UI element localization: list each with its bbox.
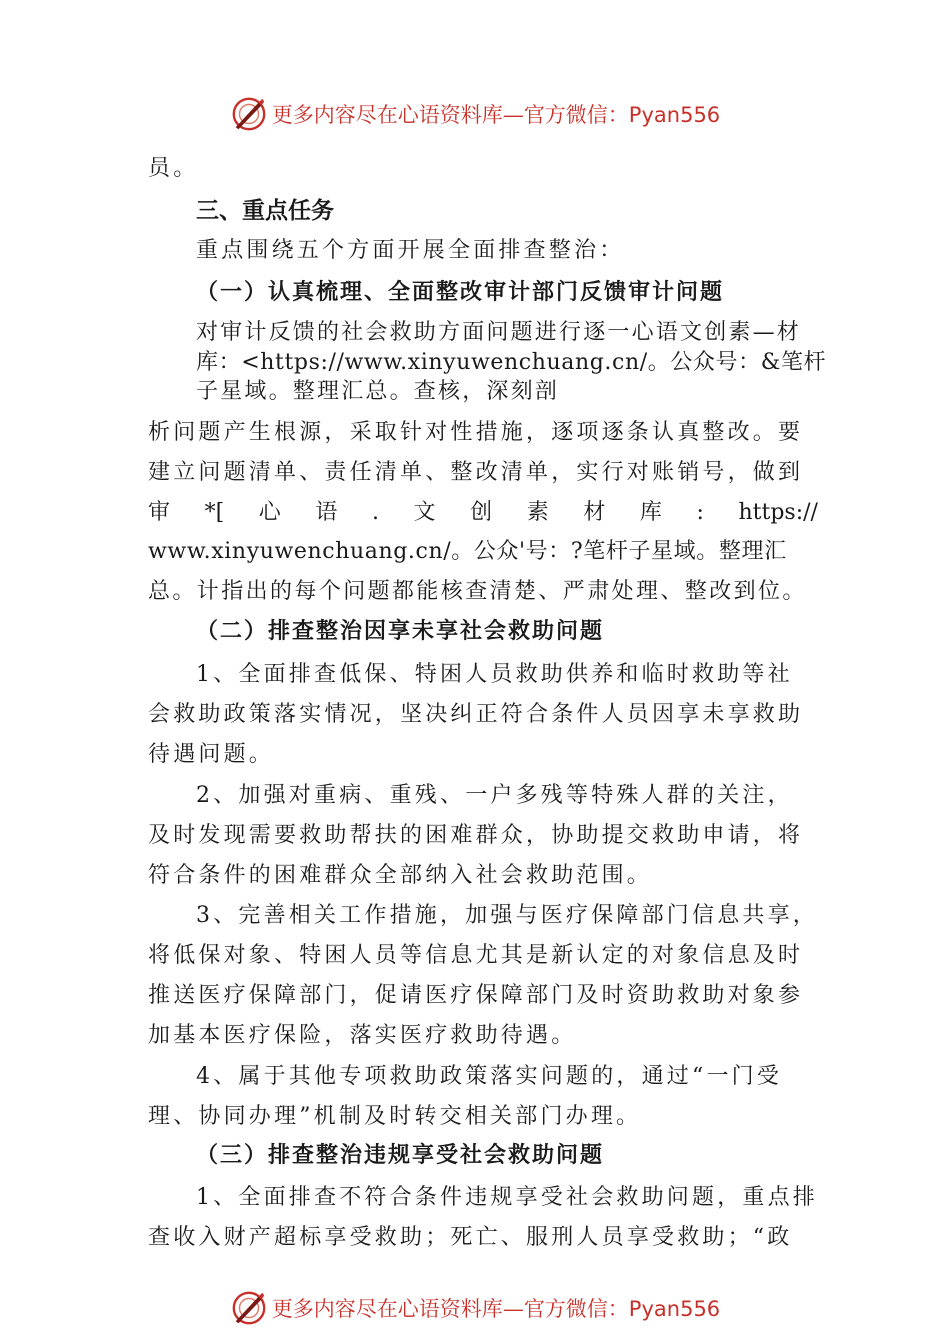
text-line: 总。计指出的每个问题都能核查清楚、严肃处理、整改到位。 [148,579,807,604]
text-line: 1、全面排查低保、特困人员救助供养和临时救助等社 [196,662,793,687]
text-line: 建立问题清单、责任清单、整改清单，实行对账销号，做到 [148,460,804,485]
pen-logo-icon [230,1289,268,1327]
text-fragment: 审 [148,500,171,525]
text-line: 会救助政策落实情况，坚决纠正符合条件人员因享未享救助 [148,702,804,727]
text-line: 员。 [148,156,199,181]
subsection-heading: （三）排查整治违规享受社会救助问题 [196,1143,605,1168]
text-line: 对审计反馈的社会救助方面问题进行逐一心语文创素—材 [196,320,802,345]
section-heading: 三、重点任务 [196,198,334,224]
watermark-text [272,99,720,129]
text-line: 析问题产生根源，采取针对性措施，逐项逐条认真整改。要 [148,420,804,445]
watermark-title: 更多内容尽在心语资料库 [271,1297,503,1321]
text-fragment: *[ [204,500,225,525]
text-line: 子星域。整理汇总。查核，深刻剖 [196,379,560,404]
text-fragment: 创 [470,500,493,525]
text-line: 库：<https://www.xinyuwenchuang.cn/。公众号：&笔杆 [196,350,827,375]
text-line: 查收入财产超标享受救助；死亡、服刑人员享受救助；“政 [148,1225,793,1250]
watermark-dash: — [502,1297,524,1321]
text-fragment: 素 [526,500,549,525]
watermark-wechat: 官方微信：Pyan556 [523,1297,721,1321]
text-line: 3、完善相关工作措施，加强与医疗保障部门信息共享， [196,903,818,928]
text-line: 加基本医疗保险，落实医疗救助待遇。 [148,1023,577,1048]
text-fragment: 心 [258,500,281,525]
text-line: 重点围绕五个方面开展全面排查整治： [196,238,625,263]
text-fragment: https:// [738,500,818,525]
header-watermark [0,92,950,136]
text-fragment: 库 [639,500,662,525]
text-line: www.xinyuwenchuang.cn/。公众'号：?笔杆子星域。整理汇 [148,539,787,564]
text-fragment: 语 [315,500,338,525]
text-line: 1、全面排查不符合条件违规享受社会救助问题，重点排 [196,1185,818,1210]
text-line: 将低保对象、特困人员等信息尤其是新认定的对象信息及时 [148,943,804,968]
text-fragment: 材 [583,500,606,525]
watermark-title: 更多内容尽在心语资料库 [271,103,503,127]
text-line: 2、加强对重病、重残、一户多残等特殊人群的关注， [196,783,793,808]
text-line-justified [148,498,818,528]
watermark-wechat: 官方微信：Pyan556 [523,103,721,127]
pen-logo-icon [230,95,268,133]
subsection-heading: （二）排查整治因享未享社会救助问题 [196,619,605,644]
text-line: 符合条件的困难群众全部纳入社会救助范围。 [148,863,653,888]
footer-watermark [0,1286,950,1330]
subsection-heading: （一）认真梳理、全面整改审计部门反馈审计问题 [196,280,725,305]
text-fragment: 文 [413,500,436,525]
text-line: 4、属于其他专项救助政策落实问题的，通过“一门受 [196,1064,783,1089]
text-line: 推送医疗保障部门，促请医疗保障部门及时资助救助对象参 [148,983,804,1008]
watermark-text [272,1293,720,1323]
text-fragment: . [371,500,379,525]
text-fragment: : [696,500,704,525]
text-line: 待遇问题。 [148,742,275,767]
watermark-dash: — [502,103,524,127]
text-line: 理、协同办理”机制及时转交相关部门办理。 [148,1104,642,1129]
text-line: 及时发现需要救助帮扶的困难群众，协助提交救助申请，将 [148,823,804,848]
